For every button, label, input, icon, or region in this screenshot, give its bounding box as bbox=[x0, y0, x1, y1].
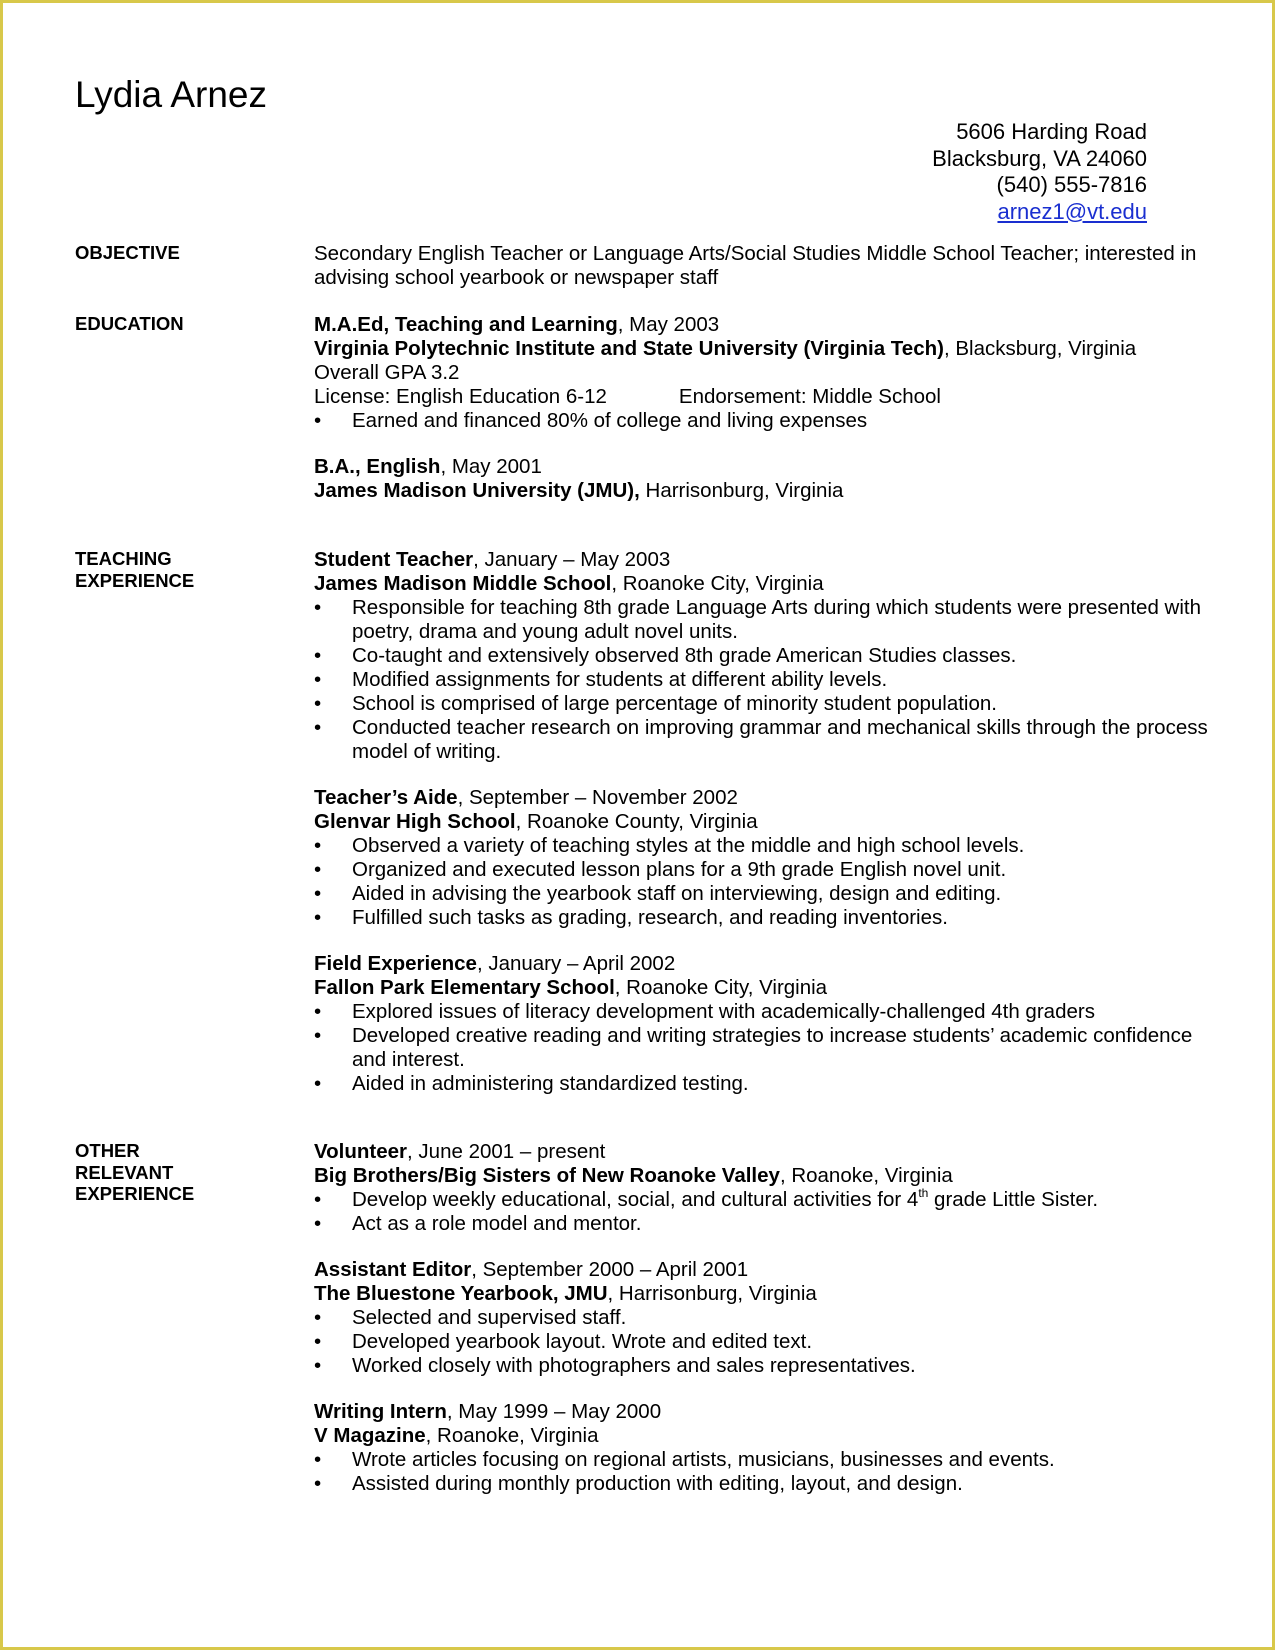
phone-number: (540) 555-7816 bbox=[996, 172, 1147, 197]
list-item: • Developed creative reading and writing strategies to increase students’ academic confidence and interest. bbox=[314, 1024, 1214, 1072]
job-date: , May 1999 – May 2000 bbox=[446, 1400, 662, 1423]
list-item: • Wrote articles focusing on regional artists, musicians, businesses and events. bbox=[314, 1448, 1214, 1472]
list-item: • Organized and executed lesson plans for a 9th grade English novel unit. bbox=[314, 858, 1214, 882]
list-item: • Act as a role model and mentor. bbox=[314, 1212, 1214, 1236]
label-line: EXPERIENCE bbox=[75, 1183, 195, 1204]
list-item: • Worked closely with photographers and sales representatives. bbox=[314, 1354, 1214, 1378]
org-location: , Roanoke, Virginia bbox=[779, 1164, 953, 1187]
list-item: • Co-taught and extensively observed 8th grade American Studies classes. bbox=[314, 644, 1214, 668]
job-title: Volunteer bbox=[314, 1140, 408, 1163]
degree-entry bbox=[314, 455, 1214, 503]
job-entry bbox=[314, 786, 1214, 930]
degree-date: , May 2001 bbox=[440, 455, 542, 478]
bullet-text: grade Little Sister. bbox=[928, 1188, 1099, 1211]
other-experience-section bbox=[314, 1140, 1214, 1518]
job-date: , September 2000 – April 2001 bbox=[471, 1258, 749, 1281]
organization: V Magazine bbox=[314, 1424, 426, 1447]
job-date: , January – April 2002 bbox=[476, 952, 676, 975]
candidate-name: Lydia Arnez bbox=[75, 74, 267, 115]
degree-title: M.A.Ed, Teaching and Learning bbox=[314, 313, 618, 336]
job-title: Teacher’s Aide bbox=[314, 786, 458, 809]
job-date: , September – November 2002 bbox=[457, 786, 738, 809]
label-line: TEACHING bbox=[75, 548, 172, 569]
list-item: • Conducted teacher research on improving grammar and mechanical skills through the process model of writing. bbox=[314, 716, 1214, 764]
organization: Fallon Park Elementary School bbox=[314, 976, 615, 999]
license: License: English Education 6-12 bbox=[314, 385, 607, 408]
school-name: James Madison University (JMU), bbox=[314, 479, 640, 502]
job-title: Student Teacher bbox=[314, 548, 474, 571]
job-title: Writing Intern bbox=[314, 1400, 447, 1423]
job-entry bbox=[314, 1140, 1214, 1236]
job-entry bbox=[314, 548, 1214, 764]
education-section bbox=[314, 313, 1214, 525]
address-line-1: 5606 Harding Road bbox=[956, 119, 1147, 144]
organization: The Bluestone Yearbook, JMU bbox=[314, 1282, 608, 1305]
school-location: , Blacksburg, Virginia bbox=[943, 337, 1137, 360]
ordinal-suffix: th bbox=[918, 1186, 929, 1200]
org-location: , Roanoke City, Virginia bbox=[614, 976, 828, 999]
job-entry bbox=[314, 952, 1214, 1096]
degree-date: , May 2003 bbox=[617, 313, 720, 336]
job-date: , June 2001 – present bbox=[407, 1140, 606, 1163]
list-item: • Earned and financed 80% of college and living expenses bbox=[314, 409, 1214, 433]
list-item: • Observed a variety of teaching styles at the middle and high school levels. bbox=[314, 834, 1214, 858]
list-item: • Explored issues of literacy development with academically-challenged 4th graders bbox=[314, 1000, 1214, 1024]
org-location: , Roanoke City, Virginia bbox=[611, 572, 824, 595]
list-item: • Modified assignments for students at different ability levels. bbox=[314, 668, 1214, 692]
teaching-experience-label bbox=[75, 548, 194, 591]
objective-label: OBJECTIVE bbox=[75, 242, 180, 263]
list-item: • Responsible for teaching 8th grade Language Arts during which students were presented with poetry, drama and young adult novel units. bbox=[314, 596, 1214, 644]
list-item: • Aided in advising the yearbook staff on interviewing, design and editing. bbox=[314, 882, 1214, 906]
organization: Big Brothers/Big Sisters of New Roanoke Valley bbox=[314, 1164, 780, 1187]
job-title: Field Experience bbox=[314, 952, 477, 975]
list-item bbox=[314, 1188, 1214, 1212]
endorsement: Endorsement: Middle School bbox=[678, 385, 941, 408]
job-entry bbox=[314, 1258, 1214, 1378]
school-name: Virginia Polytechnic Institute and State University (Virginia Tech) bbox=[314, 337, 944, 360]
teaching-section bbox=[314, 548, 1214, 1118]
other-experience-label bbox=[75, 1140, 194, 1205]
label-line: EXPERIENCE bbox=[75, 569, 195, 591]
list-item: • School is comprised of large percentage of minority student population. bbox=[314, 692, 1214, 716]
organization: Glenvar High School bbox=[314, 810, 516, 833]
list-item: • Fulfilled such tasks as grading, research, and reading inventories. bbox=[314, 906, 1214, 930]
gpa: Overall GPA 3.2 bbox=[314, 361, 460, 384]
job-date: , January – May 2003 bbox=[473, 548, 671, 571]
org-location: , Roanoke County, Virginia bbox=[515, 810, 758, 833]
organization: James Madison Middle School bbox=[314, 572, 612, 595]
job-entry bbox=[314, 1400, 1214, 1496]
education-label: EDUCATION bbox=[75, 313, 184, 334]
list-item: • Aided in administering standardized testing. bbox=[314, 1072, 1214, 1096]
org-location: , Harrisonburg, Virginia bbox=[607, 1282, 817, 1305]
degree-title: B.A., English bbox=[314, 455, 441, 478]
label-line: OTHER bbox=[75, 1140, 140, 1161]
list-item: • Developed yearbook layout. Wrote and edited text. bbox=[314, 1330, 1214, 1354]
degree-entry bbox=[314, 313, 1214, 433]
bullet-text: Develop weekly educational, social, and cultural activities for 4 bbox=[352, 1188, 919, 1211]
school-location: Harrisonburg, Virginia bbox=[639, 479, 844, 502]
label-line: RELEVANT bbox=[75, 1161, 174, 1183]
list-item: • Assisted during monthly production with editing, layout, and design. bbox=[314, 1472, 1214, 1496]
email-link[interactable]: arnez1@vt.edu bbox=[997, 198, 1147, 224]
org-location: , Roanoke, Virginia bbox=[425, 1424, 599, 1447]
objective-text: Secondary English Teacher or Language Arts/Social Studies Middle School Teacher; interested in advising school yearbook or newspaper staff bbox=[314, 242, 1197, 289]
contact-block bbox=[932, 119, 1147, 225]
job-title: Assistant Editor bbox=[314, 1258, 472, 1281]
list-item: • Selected and supervised staff. bbox=[314, 1306, 1214, 1330]
address-line-2: Blacksburg, VA 24060 bbox=[932, 145, 1147, 171]
